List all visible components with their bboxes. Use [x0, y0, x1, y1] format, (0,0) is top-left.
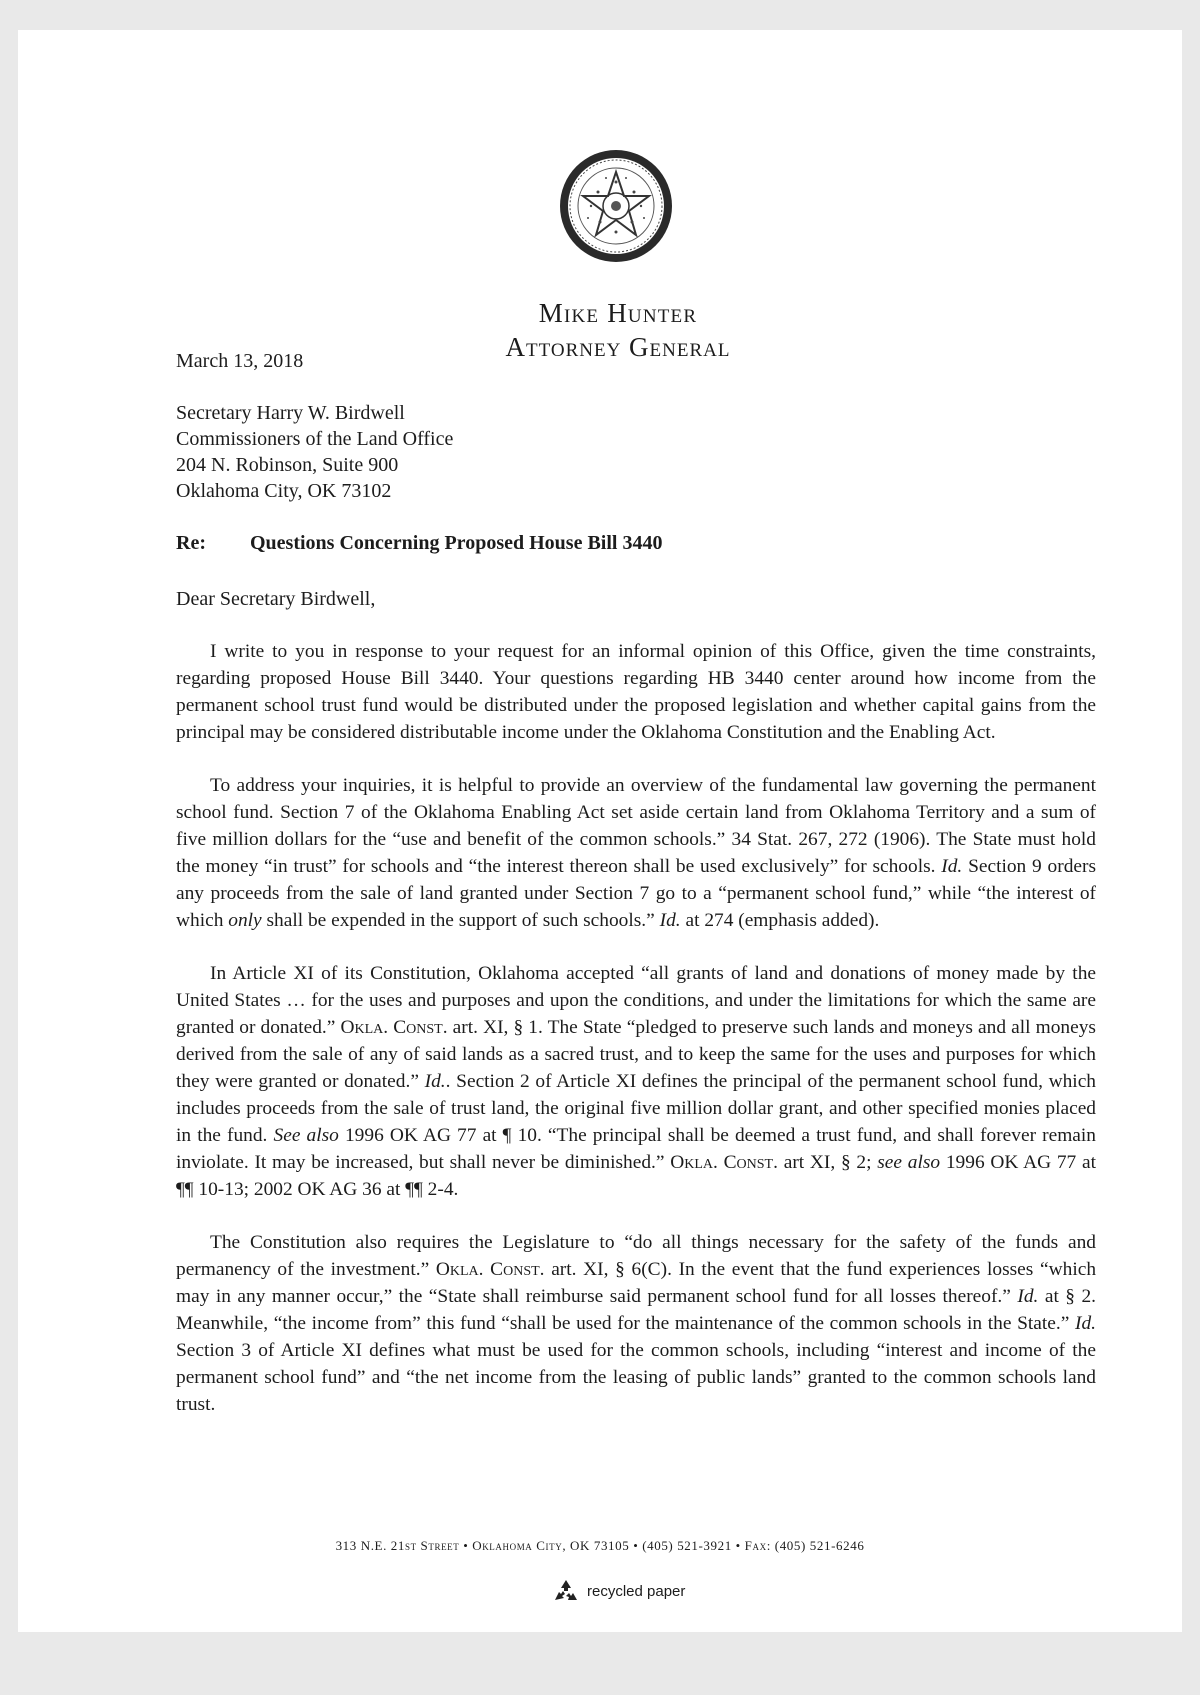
- paragraph-text: art. XI, § 1. The State “pledged to preserve such lands and moneys and all moneys derived from the sale of any of said lands as a sacred trust, and to keep the same for the uses and purposes for which they were granted or donated.”: [176, 1017, 1096, 1092]
- paragraph-text: art XI, § 2;: [777, 1152, 878, 1173]
- paragraph-text: To address your inquiries, it is helpful to provide an overview of the fundamental law governing the permanent school fund. Section 7 of the Oklahoma Enabling Act set aside certain land from Oklahoma Territory and a sum of five million dollars for the “use and benefit of the common schools.” 34 Stat. 267, 272 (1906). The State must hold the money “in trust” for schools and “the interest thereon shall be used exclusively” for schools.: [176, 775, 1096, 877]
- letter-body: [176, 638, 1096, 1444]
- paragraph-text: 1996 OK AG 77 at ¶¶ 10-13; 2002 OK AG 36 at ¶¶ 2-4.: [176, 1152, 1096, 1200]
- recipient-address: [176, 400, 453, 504]
- paragraph-text: . Section 2 of Article XI defines the principal of the permanent school fund, which includes proceeds from the sale of trust land, the original five million dollar grant, and other specified monies placed in the fund.: [176, 1071, 1096, 1146]
- citation-constitution: Okla. Const.: [670, 1152, 778, 1173]
- recycled-paper-label: recycled paper: [587, 1582, 686, 1600]
- recycled-paper-mark: [551, 1578, 685, 1604]
- emphasis-text: only: [228, 910, 262, 931]
- subject-text: Questions Concerning Proposed House Bill 3440: [250, 532, 663, 554]
- recipient-line: Oklahoma City, OK 73102: [176, 480, 392, 502]
- citation-id: Id.: [659, 910, 681, 931]
- attorney-general-title: Attorney General: [505, 332, 731, 362]
- citation-id: Id.: [1074, 1313, 1096, 1334]
- paragraph-text: 1996 OK AG 77 at ¶ 10. “The principal shall be deemed a trust fund, and shall forever remain inviolate. It may be increased, but shall never be diminished.”: [176, 1125, 1096, 1173]
- paragraph: [176, 1229, 1096, 1418]
- recipient-line: Commissioners of the Land Office: [176, 428, 454, 450]
- paragraph-text: In Article XI of its Constitution, Oklahoma accepted “all grants of land and donations of money made by the United States … for the uses and purposes and upon the conditions, and under the limitations for which the same are granted or donated.”: [176, 963, 1096, 1038]
- subject-label: Re:: [176, 532, 206, 554]
- paragraph-text: art. XI, § 6(C). In the event that the fund experiences losses “which may in any manner occur,” the “State shall reimburse said permanent school fund for all losses thereof.”: [176, 1259, 1097, 1307]
- citation-see-also: see also: [877, 1152, 941, 1173]
- recycle-icon: [551, 1578, 581, 1604]
- attorney-general-name: Mike Hunter: [538, 298, 698, 328]
- citation-id: Id.: [1017, 1286, 1039, 1307]
- salutation: Dear Secretary Birdwell,: [176, 588, 376, 610]
- state-seal-icon: [558, 148, 674, 264]
- subject-line: [176, 530, 1076, 556]
- recipient-line: Secretary Harry W. Birdwell: [176, 402, 405, 424]
- paragraph-text: at 274 (emphasis added).: [680, 910, 880, 931]
- paragraph-text: at § 2. Meanwhile, “the income from” this fund “shall be used for the maintenance of the common schools in the State.”: [176, 1286, 1096, 1334]
- citation-see-also: See also: [273, 1125, 339, 1146]
- citation-id: Id.: [941, 856, 963, 877]
- citation-constitution: Okla. Const.: [435, 1259, 545, 1280]
- paragraph: [176, 772, 1096, 934]
- paragraph: [176, 960, 1096, 1203]
- recipient-line: 204 N. Robinson, Suite 900: [176, 454, 399, 476]
- paragraph-text: shall be expended in the support of such schools.”: [261, 910, 660, 931]
- paragraph-text: Section 9 orders any proceeds from the sale of land granted under Section 7 go to a “permanent school fund,” while “the interest of which: [176, 856, 1096, 931]
- paragraph-text: Section 3 of Article XI defines what must be used for the common schools, including “interest and income of the permanent school fund” and “the net income from the leasing of public lands” granted to the common schools land trust.: [176, 1340, 1096, 1415]
- footer-address: 313 N.E. 21st Street • Oklahoma City, OK 73105 • (405) 521-3921 • Fax: (405) 521-6246: [335, 1538, 865, 1553]
- citation-id: Id.: [424, 1071, 446, 1092]
- paragraph-text: I write to you in response to your request for an informal opinion of this Office, given the time constraints, regarding proposed House Bill 3440. Your questions regarding HB 3440 center around how income from the permanent school trust fund would be distributed under the proposed legislation and whether capital gains from the principal may be considered distributable income under the Oklahoma Constitution and the Enabling Act.: [176, 641, 1096, 743]
- paragraph-text: The Constitution also requires the Legislature to “do all things necessary for the safety of the funds and permanency of the investment.”: [176, 1232, 1096, 1280]
- letter-page: [18, 30, 1182, 1632]
- paragraph: [176, 638, 1096, 746]
- letter-date: March 13, 2018: [176, 350, 304, 372]
- citation-constitution: Okla. Const.: [340, 1017, 448, 1038]
